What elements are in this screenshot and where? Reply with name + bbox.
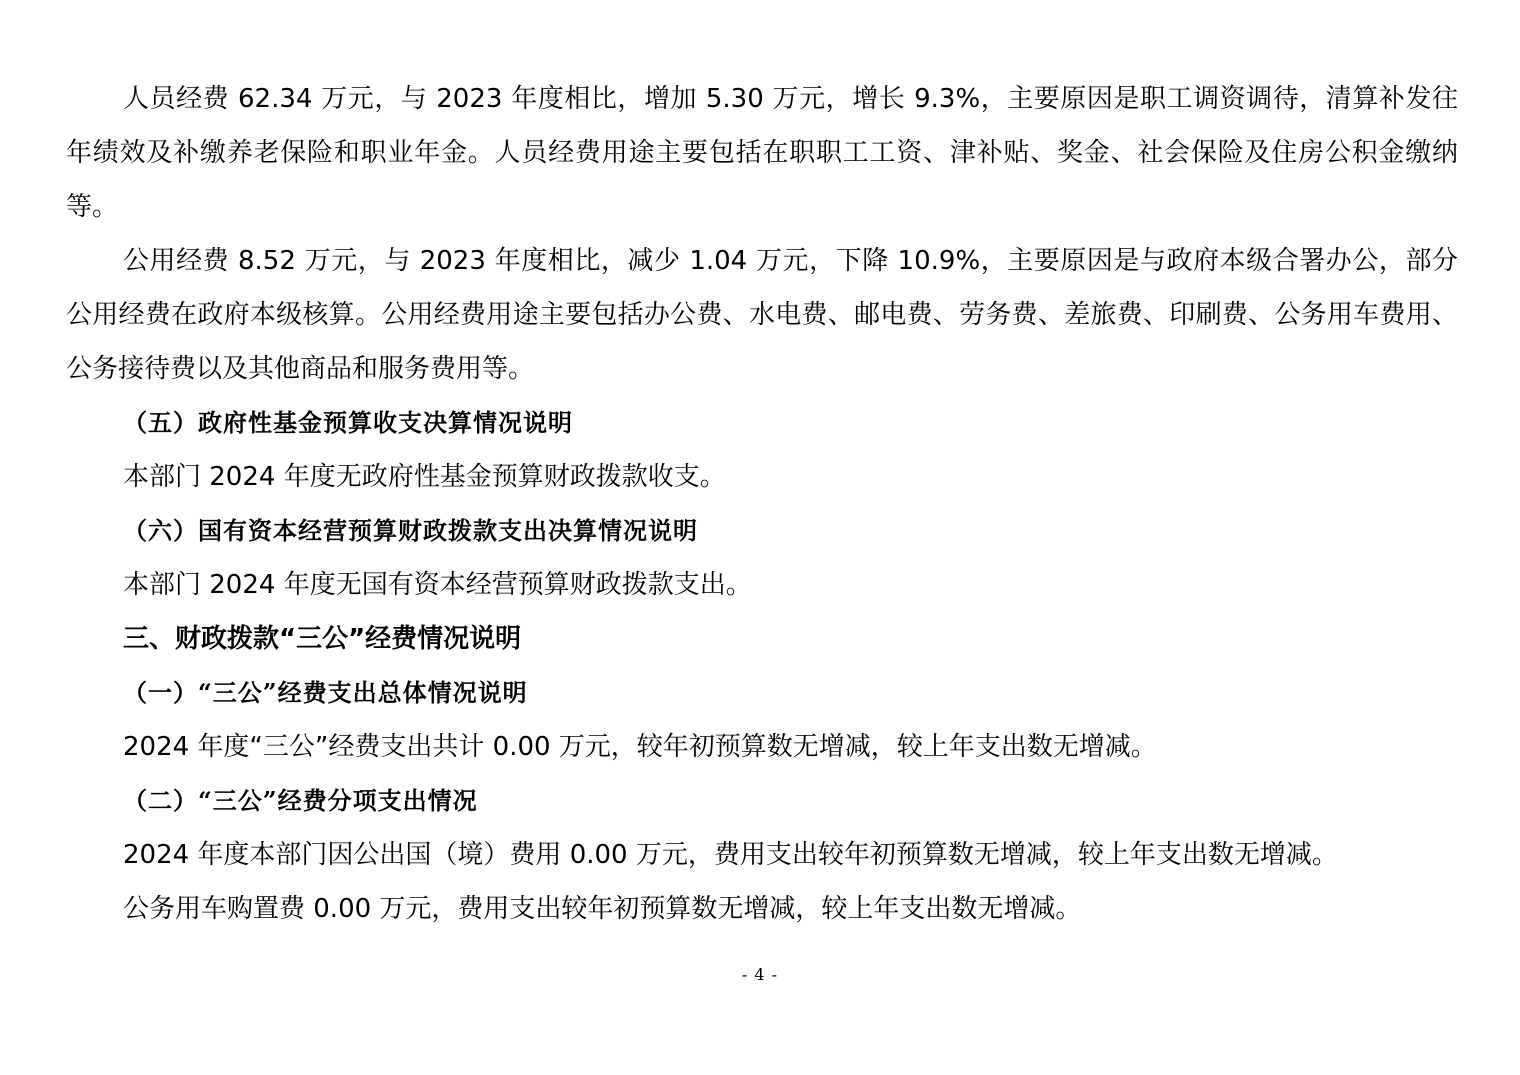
section-6-text: 本部门 2024 年度无国有资本经营预算财政拨款支出。 [123, 570, 752, 600]
part-3-sub-2-heading: （二）“三公”经费分项支出情况 [123, 786, 478, 815]
section-5-heading: （五）政府性基金预算收支决算情况说明 [123, 408, 573, 437]
part-3-sub-1-text: 2024 年度“三公”经费支出共计 0.00 万元，较年初预算数无增减，较上年支出数无增减。 [123, 732, 1157, 762]
part-3-sub-1-heading: （一）“三公”经费支出总体情况说明 [123, 678, 528, 707]
part-3-sub-2-text-1: 2024 年度本部门因公出国（境）费用 0.00 万元，费用支出较年初预算数无增减，较上年支出数无增减。 [123, 840, 1338, 870]
personnel-expenses-paragraph: 人员经费 62.34 万元，与 2023 年度相比，增加 5.30 万元，增长 9.3%，主要原因是职工调资调待，清算补发往年绩效及补缴养老保险和职业年金。人员经费用途主要包括在职职工工资、津补贴、奖金、社会保险及住房公积金缴纳等。 [66, 84, 1458, 222]
document-body [66, 72, 1458, 936]
part-3-sub-2-text-2: 公务用车购置费 0.00 万元，费用支出较年初预算数无增减，较上年支出数无增减。 [123, 894, 1082, 924]
section-6-heading: （六）国有资本经营预算财政拨款支出决算情况说明 [123, 516, 698, 545]
section-5-text: 本部门 2024 年度无政府性基金预算财政拨款收支。 [123, 462, 726, 492]
public-expenses-paragraph: 公用经费 8.52 万元，与 2023 年度相比，减少 1.04 万元，下降 10.9%，主要原因是与政府本级合署办公，部分公用经费在政府本级核算。公用经费用途主要包括办公费、水电费、邮电费、劳务费、差旅费、印刷费、公务用车费用、公务接待费以及其他商品和服务费用等。 [66, 246, 1458, 384]
page-number: - 4 - [741, 965, 779, 984]
part-3-heading: 三、财政拨款“三公”经费情况说明 [123, 624, 522, 654]
